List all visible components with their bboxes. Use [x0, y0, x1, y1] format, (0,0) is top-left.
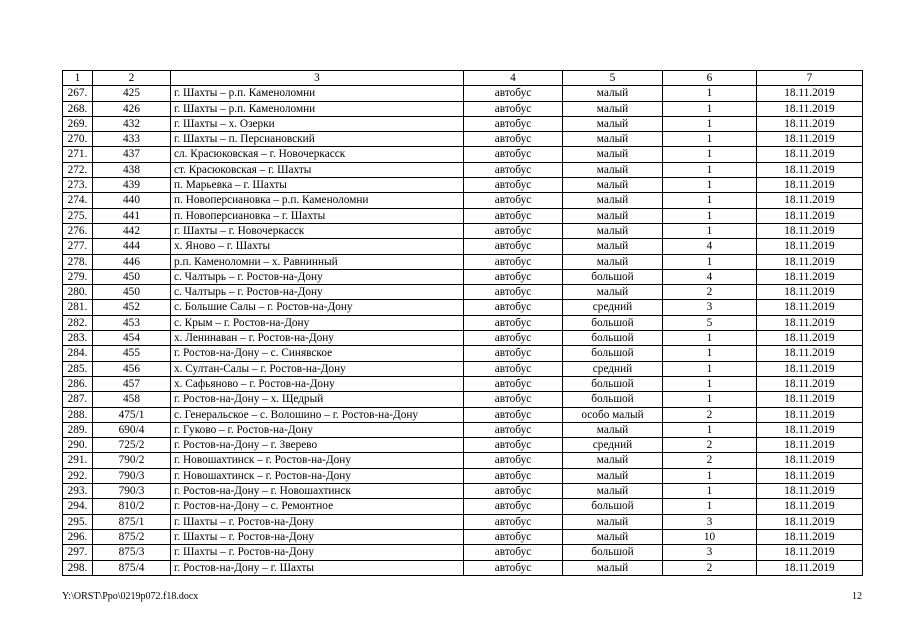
vehicle-class-cell: большой — [563, 269, 663, 284]
start-date-cell: 18.11.2019 — [757, 300, 863, 315]
vehicle-count-cell: 1 — [663, 178, 757, 193]
vehicle-type-cell: автобус — [464, 116, 563, 131]
route-number-cell: 444 — [93, 239, 171, 254]
start-date-cell: 18.11.2019 — [757, 193, 863, 208]
start-date-cell: 18.11.2019 — [757, 132, 863, 147]
footer-file-path: Y:\ORST\Ppo\0219p072.f18.docx — [62, 591, 199, 602]
vehicle-class-cell: особо малый — [563, 407, 663, 422]
row-number-cell: 270. — [63, 132, 93, 147]
row-number-cell: 282. — [63, 315, 93, 330]
route-number-cell: 875/1 — [93, 514, 171, 529]
vehicle-type-cell: автобус — [464, 223, 563, 238]
start-date-cell: 18.11.2019 — [757, 438, 863, 453]
row-number-cell: 284. — [63, 346, 93, 361]
start-date-cell: 18.11.2019 — [757, 315, 863, 330]
start-date-cell: 18.11.2019 — [757, 422, 863, 437]
route-number-cell: 690/4 — [93, 422, 171, 437]
start-date-cell: 18.11.2019 — [757, 407, 863, 422]
vehicle-class-cell: большой — [563, 499, 663, 514]
row-number-cell: 276. — [63, 223, 93, 238]
row-number-cell: 291. — [63, 453, 93, 468]
route-name-cell: х. Ленинаван – г. Ростов-на-Дону — [171, 331, 464, 346]
vehicle-type-cell: автобус — [464, 529, 563, 544]
row-number-cell: 297. — [63, 545, 93, 560]
route-name-cell: г. Шахты – г. Ростов-на-Дону — [171, 514, 464, 529]
route-number-cell: 790/2 — [93, 453, 171, 468]
start-date-cell: 18.11.2019 — [757, 208, 863, 223]
start-date-cell: 18.11.2019 — [757, 239, 863, 254]
column-header-4: 4 — [464, 71, 563, 86]
route-name-cell: с. Крым – г. Ростов-на-Дону — [171, 315, 464, 330]
row-number-cell: 292. — [63, 468, 93, 483]
vehicle-count-cell: 5 — [663, 315, 757, 330]
vehicle-class-cell: большой — [563, 315, 663, 330]
vehicle-type-cell: автобус — [464, 346, 563, 361]
start-date-cell: 18.11.2019 — [757, 499, 863, 514]
vehicle-class-cell: большой — [563, 331, 663, 346]
vehicle-count-cell: 1 — [663, 376, 757, 391]
route-name-cell: х. Сафьяново – г. Ростов-на-Дону — [171, 376, 464, 391]
vehicle-type-cell: автобус — [464, 132, 563, 147]
vehicle-type-cell: автобус — [464, 468, 563, 483]
vehicle-count-cell: 1 — [663, 254, 757, 269]
route-name-cell: сл. Красюковская – г. Новочеркасск — [171, 147, 464, 162]
route-number-cell: 446 — [93, 254, 171, 269]
table-row — [63, 147, 863, 162]
vehicle-class-cell: малый — [563, 86, 663, 101]
column-header-5: 5 — [563, 71, 663, 86]
row-number-cell: 267. — [63, 86, 93, 101]
row-number-cell: 285. — [63, 361, 93, 376]
route-number-cell: 875/3 — [93, 545, 171, 560]
vehicle-type-cell: автобус — [464, 392, 563, 407]
route-number-cell: 441 — [93, 208, 171, 223]
route-name-cell: п. Новоперсиановка – г. Шахты — [171, 208, 464, 223]
start-date-cell: 18.11.2019 — [757, 254, 863, 269]
vehicle-type-cell: автобус — [464, 331, 563, 346]
table-row — [63, 239, 863, 254]
vehicle-count-cell: 10 — [663, 529, 757, 544]
row-number-cell: 271. — [63, 147, 93, 162]
route-name-cell: г. Шахты – р.п. Каменоломни — [171, 86, 464, 101]
vehicle-type-cell: автобус — [464, 193, 563, 208]
vehicle-class-cell: малый — [563, 239, 663, 254]
route-number-cell: 810/2 — [93, 499, 171, 514]
footer-page-number: 12 — [852, 591, 862, 602]
vehicle-type-cell: автобус — [464, 285, 563, 300]
vehicle-type-cell: автобус — [464, 361, 563, 376]
vehicle-class-cell: малый — [563, 208, 663, 223]
vehicle-class-cell: малый — [563, 101, 663, 116]
route-name-cell: х. Яново – г. Шахты — [171, 239, 464, 254]
table-row — [63, 484, 863, 499]
vehicle-count-cell: 3 — [663, 300, 757, 315]
vehicle-type-cell: автобус — [464, 484, 563, 499]
vehicle-type-cell: автобус — [464, 453, 563, 468]
vehicle-count-cell: 1 — [663, 101, 757, 116]
vehicle-count-cell: 2 — [663, 560, 757, 575]
vehicle-type-cell: автобус — [464, 545, 563, 560]
route-name-cell: г. Новошахтинск – г. Ростов-на-Дону — [171, 468, 464, 483]
route-name-cell: ст. Красюковская – г. Шахты — [171, 162, 464, 177]
vehicle-count-cell: 2 — [663, 438, 757, 453]
route-name-cell: с. Генеральское – с. Волошино – г. Ростов-на-Дону — [171, 407, 464, 422]
vehicle-count-cell: 1 — [663, 193, 757, 208]
vehicle-class-cell: малый — [563, 254, 663, 269]
table-row — [63, 132, 863, 147]
route-number-cell: 475/1 — [93, 407, 171, 422]
route-name-cell: х. Султан-Салы – г. Ростов-на-Дону — [171, 361, 464, 376]
route-number-cell: 790/3 — [93, 484, 171, 499]
vehicle-count-cell: 1 — [663, 162, 757, 177]
table-row — [63, 376, 863, 391]
vehicle-class-cell: большой — [563, 392, 663, 407]
route-name-cell: г. Ростов-на-Дону – с. Синявское — [171, 346, 464, 361]
table-row — [63, 453, 863, 468]
table-row — [63, 499, 863, 514]
vehicle-class-cell: большой — [563, 346, 663, 361]
row-number-cell: 283. — [63, 331, 93, 346]
start-date-cell: 18.11.2019 — [757, 392, 863, 407]
vehicle-class-cell: большой — [563, 545, 663, 560]
row-number-cell: 296. — [63, 529, 93, 544]
column-header-3: 3 — [171, 71, 464, 86]
vehicle-type-cell: автобус — [464, 300, 563, 315]
route-name-cell: г. Шахты – г. Новочеркасск — [171, 223, 464, 238]
vehicle-type-cell: автобус — [464, 438, 563, 453]
row-number-cell: 279. — [63, 269, 93, 284]
vehicle-count-cell: 1 — [663, 331, 757, 346]
start-date-cell: 18.11.2019 — [757, 178, 863, 193]
route-number-cell: 425 — [93, 86, 171, 101]
column-header-2: 2 — [93, 71, 171, 86]
vehicle-class-cell: средний — [563, 300, 663, 315]
route-name-cell: г. Ростов-на-Дону – с. Ремонтное — [171, 499, 464, 514]
table-row — [63, 86, 863, 101]
row-number-cell: 298. — [63, 560, 93, 575]
route-number-cell: 455 — [93, 346, 171, 361]
row-number-cell: 286. — [63, 376, 93, 391]
start-date-cell: 18.11.2019 — [757, 162, 863, 177]
vehicle-class-cell: малый — [563, 514, 663, 529]
table-row — [63, 407, 863, 422]
vehicle-count-cell: 3 — [663, 545, 757, 560]
vehicle-type-cell: автобус — [464, 560, 563, 575]
vehicle-class-cell: малый — [563, 116, 663, 131]
route-name-cell: п. Марьевка – г. Шахты — [171, 178, 464, 193]
vehicle-count-cell: 1 — [663, 361, 757, 376]
row-number-cell: 289. — [63, 422, 93, 437]
row-number-cell: 288. — [63, 407, 93, 422]
table-row — [63, 545, 863, 560]
vehicle-count-cell: 1 — [663, 147, 757, 162]
start-date-cell: 18.11.2019 — [757, 560, 863, 575]
route-number-cell: 450 — [93, 285, 171, 300]
table-row — [63, 346, 863, 361]
vehicle-count-cell: 1 — [663, 132, 757, 147]
route-number-cell: 456 — [93, 361, 171, 376]
column-header-1: 1 — [63, 71, 93, 86]
route-name-cell: р.п. Каменоломни – х. Равнинный — [171, 254, 464, 269]
vehicle-count-cell: 1 — [663, 86, 757, 101]
row-number-cell: 281. — [63, 300, 93, 315]
route-number-cell: 439 — [93, 178, 171, 193]
column-header-6: 6 — [663, 71, 757, 86]
route-name-cell: г. Гуково – г. Ростов-на-Дону — [171, 422, 464, 437]
vehicle-class-cell: малый — [563, 422, 663, 437]
vehicle-count-cell: 1 — [663, 422, 757, 437]
route-number-cell: 875/4 — [93, 560, 171, 575]
start-date-cell: 18.11.2019 — [757, 285, 863, 300]
table-row — [63, 560, 863, 575]
row-number-cell: 280. — [63, 285, 93, 300]
vehicle-type-cell: автобус — [464, 208, 563, 223]
vehicle-class-cell: малый — [563, 162, 663, 177]
row-number-cell: 275. — [63, 208, 93, 223]
row-number-cell: 273. — [63, 178, 93, 193]
route-number-cell: 442 — [93, 223, 171, 238]
start-date-cell: 18.11.2019 — [757, 376, 863, 391]
row-number-cell: 293. — [63, 484, 93, 499]
route-name-cell: г. Новошахтинск – г. Ростов-на-Дону — [171, 453, 464, 468]
vehicle-type-cell: автобус — [464, 101, 563, 116]
route-name-cell: с. Чалтырь – г. Ростов-на-Дону — [171, 269, 464, 284]
route-name-cell: г. Ростов-на-Дону – г. Новошахтинск — [171, 484, 464, 499]
table-row — [63, 162, 863, 177]
row-number-cell: 269. — [63, 116, 93, 131]
route-number-cell: 790/3 — [93, 468, 171, 483]
vehicle-type-cell: автобус — [464, 422, 563, 437]
vehicle-count-cell: 1 — [663, 116, 757, 131]
table-row — [63, 529, 863, 544]
start-date-cell: 18.11.2019 — [757, 529, 863, 544]
start-date-cell: 18.11.2019 — [757, 101, 863, 116]
row-number-cell: 287. — [63, 392, 93, 407]
vehicle-type-cell: автобус — [464, 499, 563, 514]
route-number-cell: 433 — [93, 132, 171, 147]
table-row — [63, 422, 863, 437]
vehicle-class-cell: малый — [563, 132, 663, 147]
route-number-cell: 432 — [93, 116, 171, 131]
table-row — [63, 101, 863, 116]
table-row — [63, 331, 863, 346]
vehicle-count-cell: 1 — [663, 223, 757, 238]
vehicle-class-cell: большой — [563, 376, 663, 391]
vehicle-class-cell: малый — [563, 453, 663, 468]
column-header-7: 7 — [757, 71, 863, 86]
row-number-cell: 294. — [63, 499, 93, 514]
start-date-cell: 18.11.2019 — [757, 484, 863, 499]
row-number-cell: 274. — [63, 193, 93, 208]
routes-table — [62, 70, 863, 576]
route-name-cell: г. Ростов-на-Дону – х. Щедрый — [171, 392, 464, 407]
route-number-cell: 426 — [93, 101, 171, 116]
start-date-cell: 18.11.2019 — [757, 331, 863, 346]
route-name-cell: с. Чалтырь – г. Ростов-на-Дону — [171, 285, 464, 300]
vehicle-class-cell: средний — [563, 438, 663, 453]
route-number-cell: 725/2 — [93, 438, 171, 453]
vehicle-class-cell: малый — [563, 484, 663, 499]
vehicle-class-cell: малый — [563, 178, 663, 193]
vehicle-type-cell: автобус — [464, 269, 563, 284]
vehicle-class-cell: малый — [563, 529, 663, 544]
vehicle-count-cell: 4 — [663, 239, 757, 254]
table-row — [63, 254, 863, 269]
table-row — [63, 193, 863, 208]
row-number-cell: 295. — [63, 514, 93, 529]
start-date-cell: 18.11.2019 — [757, 545, 863, 560]
row-number-cell: 290. — [63, 438, 93, 453]
vehicle-count-cell: 2 — [663, 407, 757, 422]
route-number-cell: 450 — [93, 269, 171, 284]
vehicle-type-cell: автобус — [464, 239, 563, 254]
table-row — [63, 438, 863, 453]
route-name-cell: г. Шахты – г. Ростов-на-Дону — [171, 545, 464, 560]
vehicle-type-cell: автобус — [464, 407, 563, 422]
route-name-cell: г. Шахты – х. Озерки — [171, 116, 464, 131]
table-row — [63, 514, 863, 529]
row-number-cell: 268. — [63, 101, 93, 116]
start-date-cell: 18.11.2019 — [757, 223, 863, 238]
table-row — [63, 468, 863, 483]
start-date-cell: 18.11.2019 — [757, 116, 863, 131]
start-date-cell: 18.11.2019 — [757, 86, 863, 101]
table-row — [63, 300, 863, 315]
vehicle-class-cell: малый — [563, 193, 663, 208]
start-date-cell: 18.11.2019 — [757, 514, 863, 529]
vehicle-type-cell: автобус — [464, 514, 563, 529]
vehicle-count-cell: 1 — [663, 499, 757, 514]
vehicle-class-cell: малый — [563, 468, 663, 483]
vehicle-type-cell: автобус — [464, 162, 563, 177]
table-row — [63, 208, 863, 223]
route-number-cell: 440 — [93, 193, 171, 208]
header-row — [63, 71, 863, 86]
vehicle-class-cell: малый — [563, 147, 663, 162]
route-name-cell: г. Ростов-на-Дону – г. Зверево — [171, 438, 464, 453]
route-number-cell: 452 — [93, 300, 171, 315]
vehicle-count-cell: 1 — [663, 208, 757, 223]
vehicle-count-cell: 1 — [663, 346, 757, 361]
vehicle-count-cell: 1 — [663, 468, 757, 483]
table-row — [63, 178, 863, 193]
table-row — [63, 315, 863, 330]
vehicle-count-cell: 4 — [663, 269, 757, 284]
start-date-cell: 18.11.2019 — [757, 453, 863, 468]
route-name-cell: г. Шахты – р.п. Каменоломни — [171, 101, 464, 116]
vehicle-class-cell: средний — [563, 361, 663, 376]
start-date-cell: 18.11.2019 — [757, 361, 863, 376]
vehicle-class-cell: малый — [563, 223, 663, 238]
row-number-cell: 272. — [63, 162, 93, 177]
vehicle-class-cell: малый — [563, 560, 663, 575]
vehicle-type-cell: автобус — [464, 178, 563, 193]
vehicle-type-cell: автобус — [464, 376, 563, 391]
route-number-cell: 453 — [93, 315, 171, 330]
route-number-cell: 457 — [93, 376, 171, 391]
vehicle-class-cell: малый — [563, 285, 663, 300]
route-name-cell: г. Шахты – п. Персиановский — [171, 132, 464, 147]
row-number-cell: 277. — [63, 239, 93, 254]
vehicle-type-cell: автобус — [464, 147, 563, 162]
vehicle-count-cell: 2 — [663, 453, 757, 468]
route-number-cell: 437 — [93, 147, 171, 162]
route-number-cell: 875/2 — [93, 529, 171, 544]
route-name-cell: г. Ростов-на-Дону – г. Шахты — [171, 560, 464, 575]
vehicle-type-cell: автобус — [464, 254, 563, 269]
vehicle-type-cell: автобус — [464, 315, 563, 330]
start-date-cell: 18.11.2019 — [757, 468, 863, 483]
start-date-cell: 18.11.2019 — [757, 269, 863, 284]
table-body — [63, 86, 863, 576]
route-number-cell: 438 — [93, 162, 171, 177]
vehicle-count-cell: 1 — [663, 484, 757, 499]
table-row — [63, 392, 863, 407]
vehicle-type-cell: автобус — [464, 86, 563, 101]
start-date-cell: 18.11.2019 — [757, 346, 863, 361]
route-number-cell: 454 — [93, 331, 171, 346]
row-number-cell: 278. — [63, 254, 93, 269]
vehicle-count-cell: 2 — [663, 285, 757, 300]
start-date-cell: 18.11.2019 — [757, 147, 863, 162]
table-row — [63, 223, 863, 238]
table-row — [63, 116, 863, 131]
table-row — [63, 285, 863, 300]
route-number-cell: 458 — [93, 392, 171, 407]
vehicle-count-cell: 1 — [663, 392, 757, 407]
route-name-cell: с. Большие Салы – г. Ростов-на-Дону — [171, 300, 464, 315]
route-name-cell: п. Новоперсиановка – р.п. Каменоломни — [171, 193, 464, 208]
route-name-cell: г. Шахты – г. Ростов-на-Дону — [171, 529, 464, 544]
table-row — [63, 269, 863, 284]
table-row — [63, 361, 863, 376]
vehicle-count-cell: 3 — [663, 514, 757, 529]
